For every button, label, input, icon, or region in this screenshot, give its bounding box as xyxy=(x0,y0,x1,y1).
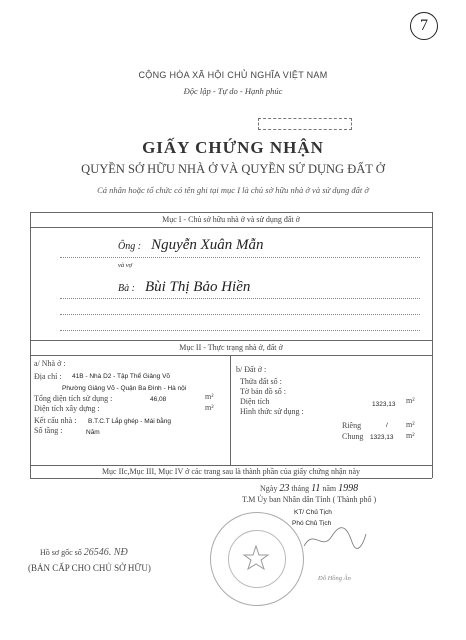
structure-value: B.T.C.T Lắp ghép - Mái bằng xyxy=(88,418,171,425)
year-label: năm xyxy=(322,484,337,493)
usable-area-unit: m² xyxy=(205,392,214,401)
section1-heading-rule xyxy=(30,227,432,228)
address-line2: Phường Giảng Võ - Quận Ba Đình - Hà nội xyxy=(62,385,187,392)
land-area-label: Diện tích xyxy=(240,397,270,406)
usable-area-value: 46,08 xyxy=(150,396,167,403)
house-heading: a/ Nhà ở : xyxy=(34,359,66,368)
date-year: 1998 xyxy=(338,483,359,494)
owner2-prefix: Bà : xyxy=(118,283,135,294)
private-value: / xyxy=(386,422,388,429)
owner1-prefix: Ông : xyxy=(118,241,142,252)
map-label: Tờ bản đồ số : xyxy=(240,387,287,396)
title-block xyxy=(0,138,466,195)
built-area-label: Diện tích xây dựng : xyxy=(34,404,100,413)
record-number: 26546. NĐ xyxy=(83,547,128,558)
plot-label: Thửa đất số : xyxy=(240,377,282,386)
land-area-value: 1323,13 xyxy=(372,401,396,408)
built-area-unit: m² xyxy=(205,403,214,412)
signer-mark: Đỗ Hồng Ân xyxy=(318,575,351,582)
date-prefix: Ngày xyxy=(260,484,278,493)
floors-value: Năm xyxy=(86,429,100,436)
and-label: và vợ xyxy=(118,262,133,269)
date-day: 23 xyxy=(279,483,290,494)
land-area-unit: m² xyxy=(406,396,415,405)
dotted-line xyxy=(60,298,420,299)
private-unit: m² xyxy=(406,420,415,429)
section2-right-rule xyxy=(432,340,433,478)
shared-value: 1323,13 xyxy=(370,434,394,441)
motto: Độc lập - Tự do - Hạnh phúc xyxy=(183,86,283,96)
section2-heading-rule xyxy=(30,355,432,356)
record-label: Hồ sơ gốc số xyxy=(40,548,82,557)
dotted-line xyxy=(60,330,420,331)
owner1-name: Nguyễn Xuân Mẫn xyxy=(151,237,264,253)
usage-label: Hình thức sử dụng : xyxy=(240,407,304,416)
section1-heading: Mục I - Chủ sở hữu nhà ở và sử dụng đất ở xyxy=(162,215,300,224)
issue-date xyxy=(260,483,358,494)
address-line1: 41B - Nhà D2 - Tập Thể Giảng Võ xyxy=(72,373,171,380)
shared-unit: m² xyxy=(406,431,415,440)
footer-note: Mục IIc,Mục III, Mục IV ở các trang sau là thành phần của giấy chứng nhận này xyxy=(101,467,361,476)
shared-label: Chung xyxy=(342,432,364,441)
dotted-line xyxy=(60,257,420,258)
address-label: Địa chỉ : xyxy=(34,372,62,381)
floors-label: Số tầng : xyxy=(34,426,63,435)
record-row xyxy=(40,547,128,558)
month-label: tháng xyxy=(291,484,310,493)
land-heading: b/ Đất ở : xyxy=(236,365,267,374)
page-number: 7 xyxy=(410,12,438,40)
owner2-name: Bùi Thị Bảo Hiền xyxy=(144,279,251,295)
date-month: 11 xyxy=(311,483,321,494)
issuing-authority: T.M Ủy ban Nhân dân Tỉnh ( Thành phố ) xyxy=(242,495,377,504)
owner1-row xyxy=(118,236,418,254)
header xyxy=(0,70,466,96)
section2-left-rule xyxy=(30,340,31,478)
copy-note: (BẢN CẤP CHO CHỦ SỞ HỮU) xyxy=(28,563,151,573)
star-icon xyxy=(242,544,270,572)
section2-heading: Mục II - Thực trạng nhà ở, đất ở xyxy=(179,343,283,352)
dotted-line xyxy=(60,314,420,315)
structure-label: Kết cấu nhà : xyxy=(34,416,77,425)
republic-title: CỘNG HÒA XÃ HỘI CHỦ NGHĨA VIỆT NAM xyxy=(138,70,328,80)
owner-note: Cá nhân hoặc tổ chức có tên ghi tại mục I là chủ sở hữu nhà ở và sử dụng đất ở xyxy=(97,185,369,195)
certificate-title: GIẤY CHỨNG NHẬN xyxy=(142,138,324,157)
section2-mid-rule xyxy=(230,355,231,465)
signer-title2: Phó Chủ Tịch xyxy=(292,520,332,527)
certificate-subtitle: QUYỀN SỞ HỮU NHÀ Ở VÀ QUYỀN SỬ DỤNG ĐẤT Ở xyxy=(81,162,385,176)
footer-rule xyxy=(30,478,432,479)
signer-title1: KT/ Chủ Tịch xyxy=(294,509,332,516)
signature-scribble xyxy=(300,524,370,554)
serial-box xyxy=(258,118,352,130)
section1-right-rule xyxy=(432,212,433,340)
section2-top-rule xyxy=(30,340,432,341)
section1-left-rule xyxy=(30,212,31,340)
usable-area-label: Tổng diện tích sử dụng : xyxy=(34,394,113,403)
section2-bottom-rule xyxy=(30,465,432,466)
private-label: Riêng xyxy=(342,421,362,430)
owner2-row xyxy=(118,278,418,296)
section1-top-rule xyxy=(30,212,432,213)
